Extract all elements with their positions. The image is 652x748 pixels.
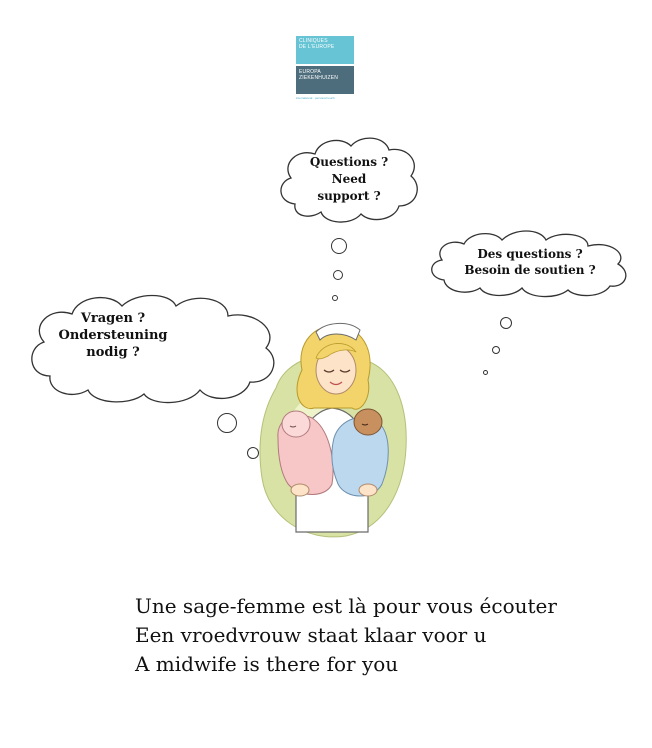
thought-bubble (483, 370, 488, 375)
cloud-text-line: Besoin de soutien ? (464, 263, 596, 277)
logo-tagline: international · personal touch (296, 96, 335, 100)
logo-text: EUROPA (299, 69, 321, 75)
logo-text: ZIEKENHUIZEN (299, 75, 339, 81)
thought-cloud-english (275, 134, 423, 226)
cloud-text-line: Vragen ? (80, 311, 146, 326)
logo-bottom-block (296, 66, 354, 94)
caption-block (135, 592, 557, 679)
thought-cloud-dutch (24, 290, 282, 406)
thought-bubble (331, 238, 347, 254)
midwife-with-twins-illustration (256, 318, 408, 540)
thought-bubble (332, 295, 338, 301)
thought-cloud-french (428, 228, 632, 298)
cloud-text-line: Need (331, 172, 367, 186)
cloud-text-line: Des questions ? (477, 247, 583, 261)
cloud-text-line: support ? (317, 189, 381, 203)
caption-line-fr: Une sage-femme est là pour vous écouter (135, 594, 557, 618)
logo-text: CLINIQUES (299, 38, 328, 44)
caption-line-nl: Een vroedvrouw staat klaar voor u (135, 623, 487, 647)
cloud-text-line: nodig ? (86, 345, 140, 360)
thought-bubble (492, 346, 500, 354)
thought-bubble (217, 413, 237, 433)
thought-bubble (333, 270, 343, 280)
logo-text: DE L'EUROPE (299, 44, 335, 50)
cloud-text-line: Questions ? (309, 155, 389, 169)
logo-top-block (296, 36, 354, 64)
thought-bubble (500, 317, 512, 329)
cloud-text-line: Ondersteuning (58, 328, 168, 343)
hospital-logo (296, 36, 354, 100)
caption-line-en: A midwife is there for you (135, 652, 399, 676)
